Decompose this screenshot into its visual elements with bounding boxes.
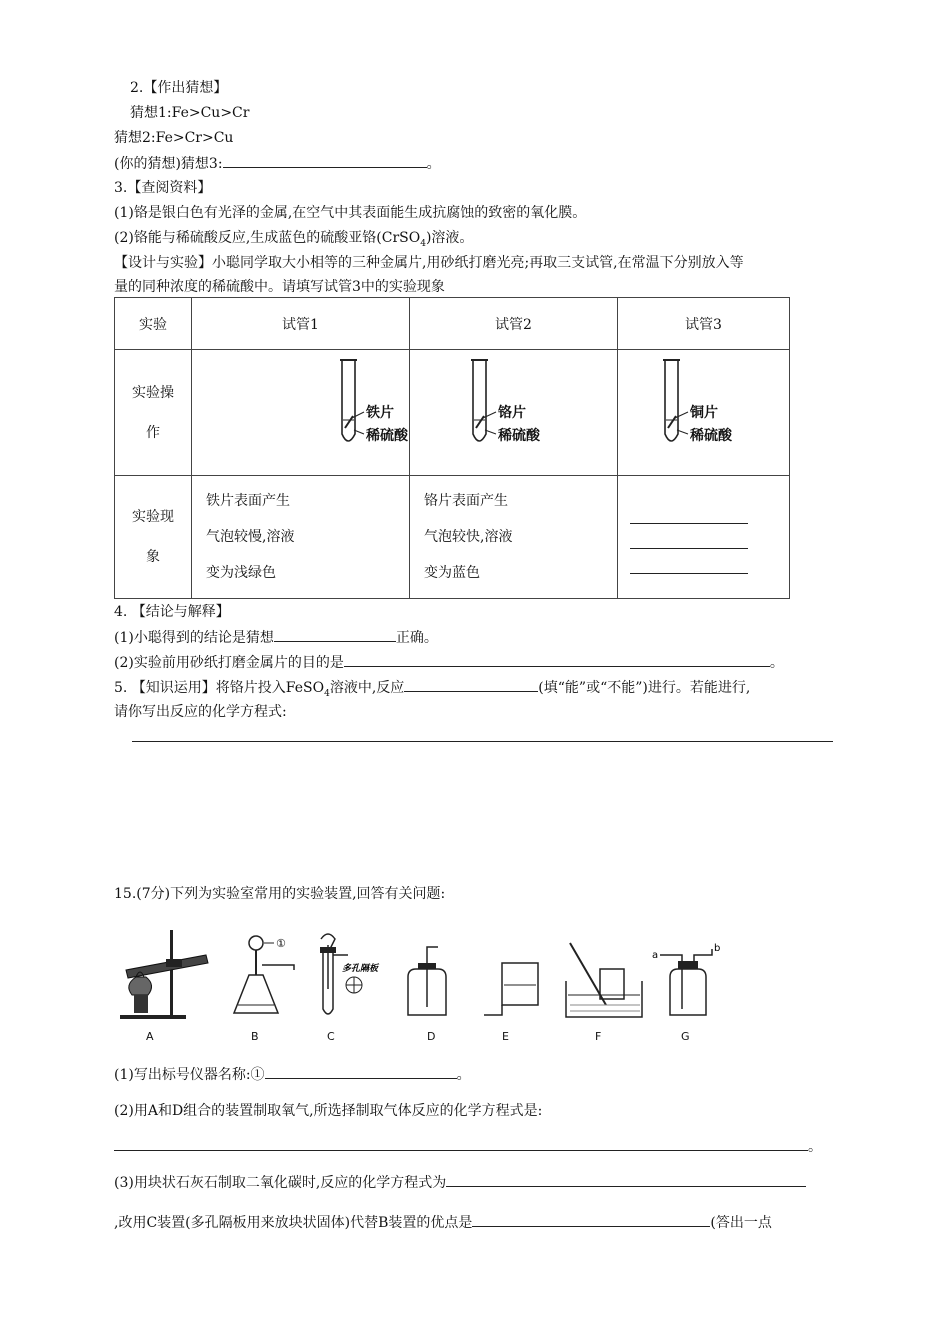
conclusion-q1-blank[interactable]	[274, 627, 396, 642]
tube-acid-label: 稀硫酸	[498, 428, 540, 444]
observation-line: 气泡较快,溶液	[424, 529, 513, 545]
tube-cell-2	[410, 350, 618, 476]
table-row	[115, 350, 790, 476]
apparatus-label: C	[327, 1030, 335, 1043]
conclusion-q2-end: 。	[769, 655, 784, 671]
conclusion-q2-blank[interactable]	[344, 652, 770, 667]
guess-2: 猜想2:Fe>Cr>Cu	[114, 130, 234, 146]
section5-text: 5. 【知识运用】将铬片投入FeSO	[114, 680, 325, 696]
row-label-line: 实验现	[132, 509, 174, 525]
q15-part-1-text: (1)写出标号仪器名称:①	[114, 1067, 265, 1083]
row-label-line: 象	[146, 549, 160, 565]
q15-part-4-blank[interactable]	[472, 1212, 710, 1227]
q15-title: 15.(7分)下列为实验室常用的实验装置,回答有关问题:	[114, 886, 446, 902]
apparatus-label: B	[251, 1030, 259, 1043]
section5-line-2: 请你写出反应的化学方程式:	[114, 704, 287, 720]
table-header-cell: 试管2	[410, 298, 618, 350]
info-item-1: (1)铬是银白色有光泽的金属,在空气中其表面能生成抗腐蚀的致密的氧化膜。	[114, 205, 587, 221]
observation-line: 变为蓝色	[424, 565, 480, 581]
design-line-1: 【设计与实验】小聪同学取大小相等的三种金属片,用砂纸打磨光亮;再取三支试管,在常温下分别放入等	[114, 255, 744, 271]
conclusion-q1-text: (1)小聪得到的结论是猜想	[114, 630, 274, 646]
answer-blank[interactable]	[630, 501, 748, 524]
info-item-2-text: (2)铬能与稀硫酸反应,生成蓝色的硫酸亚铬(CrSO	[114, 230, 421, 246]
tube-cell-3	[618, 350, 790, 476]
design-line-2: 量的同种浓度的稀硫酸中。请填写试管3中的实验现象	[114, 279, 445, 295]
conclusion-q1	[114, 627, 438, 648]
q15-part-2-end: 。	[808, 1139, 822, 1155]
observation-line: 铬片表面产生	[424, 493, 508, 509]
section5-sub: 4	[324, 688, 330, 699]
answer-blank[interactable]	[630, 524, 748, 549]
q15-part-1-end: 。	[456, 1067, 471, 1083]
apparatus-g-icon	[660, 949, 712, 1015]
q15-part-3	[114, 1172, 806, 1193]
tube-metal-label: 铁片	[366, 405, 394, 421]
guess-3-blank[interactable]	[223, 153, 427, 168]
table-row	[115, 476, 790, 599]
table-row-label	[115, 476, 192, 599]
guess-3-label: (你的猜想)猜想3:	[114, 156, 223, 172]
guess-3	[114, 153, 441, 174]
section5-suffix: (填“能”或“不能”)进行。若能进行,	[538, 680, 751, 696]
answer-blank[interactable]	[630, 549, 748, 574]
conclusion-q2	[114, 652, 784, 673]
apparatus-d-icon	[408, 947, 446, 1015]
conclusion-q1-end: 正确。	[395, 630, 438, 646]
g-label-b: b	[714, 943, 721, 954]
apparatus-label: D	[427, 1030, 436, 1043]
section3-title: 3.【查阅资料】	[114, 180, 212, 196]
section4-title: 4. 【结论与解释】	[114, 604, 230, 620]
q15-part-4-text: ,改用C装置(多孔隔板用来放块状固体)代替B装置的优点是	[114, 1215, 473, 1231]
q15-part-2-blank[interactable]	[114, 1136, 808, 1151]
q15-part-2: (2)用A和D组合的装置制取氧气,所选择制取气体反应的化学方程式是:	[114, 1103, 543, 1119]
apparatus-c-icon	[320, 934, 362, 1014]
q15-part-1-blank[interactable]	[265, 1064, 457, 1079]
conclusion-q2-text: (2)实验前用砂纸打磨金属片的目的是	[114, 655, 344, 671]
marker-1: ①	[276, 937, 286, 950]
q15-part-1	[114, 1064, 471, 1085]
apparatus-label: G	[681, 1030, 690, 1043]
equation-answer-line[interactable]	[132, 741, 833, 742]
tube-metal-label: 铬片	[498, 405, 526, 421]
section2-title: 2.【作出猜想】	[130, 80, 228, 96]
guess-3-end: 。	[426, 156, 441, 172]
guess-1: 猜想1:Fe>Cu>Cr	[130, 105, 250, 121]
observation-cell-1	[192, 476, 410, 599]
row-label-line: 实验操	[132, 384, 174, 401]
apparatus-e-icon	[484, 963, 538, 1015]
q15-part-3-text: (3)用块状石灰石制取二氧化碳时,反应的化学方程式为	[114, 1175, 447, 1191]
row-label-line: 作	[146, 424, 160, 441]
table-header-row	[115, 298, 790, 350]
g-label-a: a	[652, 950, 659, 961]
table-row-label	[115, 350, 192, 476]
apparatus-f-icon	[566, 943, 642, 1017]
section5-middle: 溶液中,反应	[329, 680, 405, 696]
table-header-cell: 试管3	[618, 298, 790, 350]
observation-line: 变为浅绿色	[206, 565, 276, 581]
q15-part-4	[114, 1212, 772, 1233]
info-item-2-sub: 4	[420, 238, 426, 249]
apparatus-a-icon	[120, 930, 208, 1019]
apparatus-figure	[114, 925, 724, 1025]
q15-part-3-blank[interactable]	[446, 1172, 806, 1187]
observation-cell-3	[618, 476, 790, 599]
table-header-cell: 实验	[115, 298, 192, 350]
info-item-2-end: )溶液。	[425, 230, 474, 246]
q15-part-2-answer	[114, 1136, 822, 1157]
tube-acid-label: 稀硫酸	[690, 428, 732, 444]
apparatus-label: E	[502, 1030, 509, 1043]
porous-plate-label: 多孔隔板	[342, 964, 379, 974]
experiment-table	[114, 297, 790, 599]
tube-cell-1	[192, 350, 410, 476]
observation-line: 气泡较慢,溶液	[206, 529, 295, 545]
q15-part-4-end: (答出一点	[710, 1215, 772, 1231]
info-item-2	[114, 228, 473, 254]
tube-acid-label: 稀硫酸	[366, 428, 408, 444]
tube-metal-label: 铜片	[690, 405, 718, 421]
apparatus-label: F	[595, 1030, 602, 1043]
table-header-cell: 试管1	[192, 298, 410, 350]
section5-line-1	[114, 677, 750, 704]
observation-cell-2	[410, 476, 618, 599]
section5-blank[interactable]	[404, 677, 538, 692]
apparatus-label: A	[146, 1030, 154, 1043]
observation-line: 铁片表面产生	[206, 493, 290, 509]
